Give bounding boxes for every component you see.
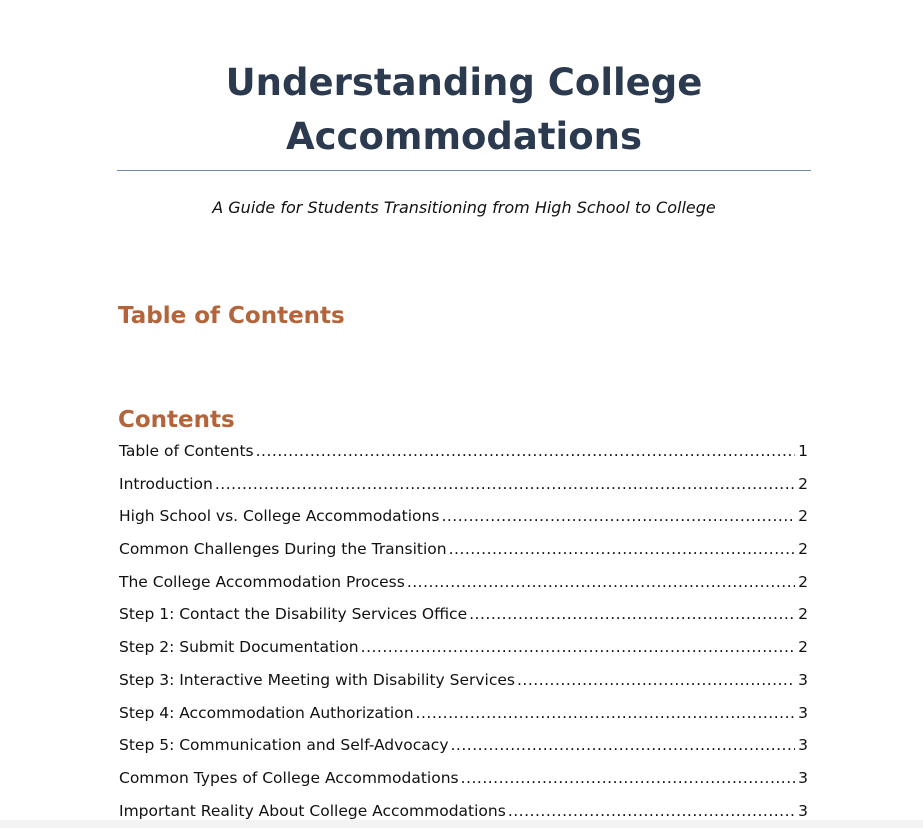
toc-entry-text: The College Accommodation Process (119, 572, 405, 591)
toc-dot-leader (469, 605, 795, 623)
document-subtitle: A Guide for Students Transitioning from High School to College (212, 198, 716, 217)
toc-page-number: 3 (798, 736, 808, 755)
title-divider (117, 170, 811, 171)
toc-entry-text: Step 3: Interactive Meeting with Disability Services (119, 670, 515, 689)
toc-dot-leader (517, 671, 795, 689)
toc-list (119, 442, 808, 828)
toc-page-number: 3 (798, 768, 808, 787)
toc-dot-leader (441, 507, 795, 525)
toc-entry-text: Important Reality About College Accommodations (119, 801, 506, 820)
toc-dot-leader (416, 704, 795, 722)
toc-entry-text: Step 5: Communication and Self-Advocacy (119, 736, 449, 755)
toc-entry-step-2[interactable] (119, 638, 808, 671)
toc-dot-leader (508, 802, 795, 820)
toc-entry-table-of-contents[interactable] (119, 442, 808, 475)
toc-page-number: 2 (798, 572, 808, 591)
contents-heading: Contents (118, 407, 235, 433)
toc-page-number: 2 (798, 540, 808, 559)
toc-entry-accommodation-process[interactable] (119, 573, 808, 606)
toc-page-number: 2 (798, 605, 808, 624)
toc-entry-text: Step 4: Accommodation Authorization (119, 703, 414, 722)
toc-heading: Table of Contents (118, 303, 345, 329)
toc-dot-leader (256, 442, 795, 460)
toc-entry-step-5[interactable] (119, 736, 808, 769)
toc-page-number: 2 (798, 638, 808, 657)
toc-page-number: 2 (798, 507, 808, 526)
toc-entry-text: Step 2: Submit Documentation (119, 638, 359, 657)
toc-entry-text: High School vs. College Accommodations (119, 507, 440, 526)
toc-dot-leader (407, 573, 795, 591)
toc-entry-step-4[interactable] (119, 704, 808, 737)
toc-entry-text: Common Challenges During the Transition (119, 540, 447, 559)
toc-entry-step-1[interactable] (119, 605, 808, 638)
toc-entry-high-school-vs-college[interactable] (119, 507, 808, 540)
toc-dot-leader (461, 769, 795, 787)
toc-entry-text: Step 1: Contact the Disability Services Office (119, 605, 468, 624)
toc-page-number: 1 (798, 442, 808, 460)
toc-page-number: 2 (798, 474, 808, 493)
toc-dot-leader (451, 736, 796, 754)
toc-dot-leader (449, 540, 795, 558)
toc-dot-leader (361, 638, 795, 656)
document-title: Understanding College Accommodations (225, 61, 703, 158)
toc-page-number: 3 (798, 801, 808, 820)
toc-entry-introduction[interactable] (119, 475, 808, 508)
toc-entry-text: Table of Contents (119, 442, 254, 460)
toc-entry-text: Introduction (119, 474, 213, 493)
toc-page-number: 3 (798, 670, 808, 689)
toc-entry-step-3[interactable] (119, 671, 808, 704)
toc-entry-common-challenges[interactable] (119, 540, 808, 573)
page-bottom-edge (0, 820, 923, 828)
toc-page-number: 3 (798, 703, 808, 722)
toc-entry-common-types[interactable] (119, 769, 808, 802)
toc-dot-leader (215, 475, 795, 493)
toc-entry-text: Common Types of College Accommodations (119, 768, 459, 787)
